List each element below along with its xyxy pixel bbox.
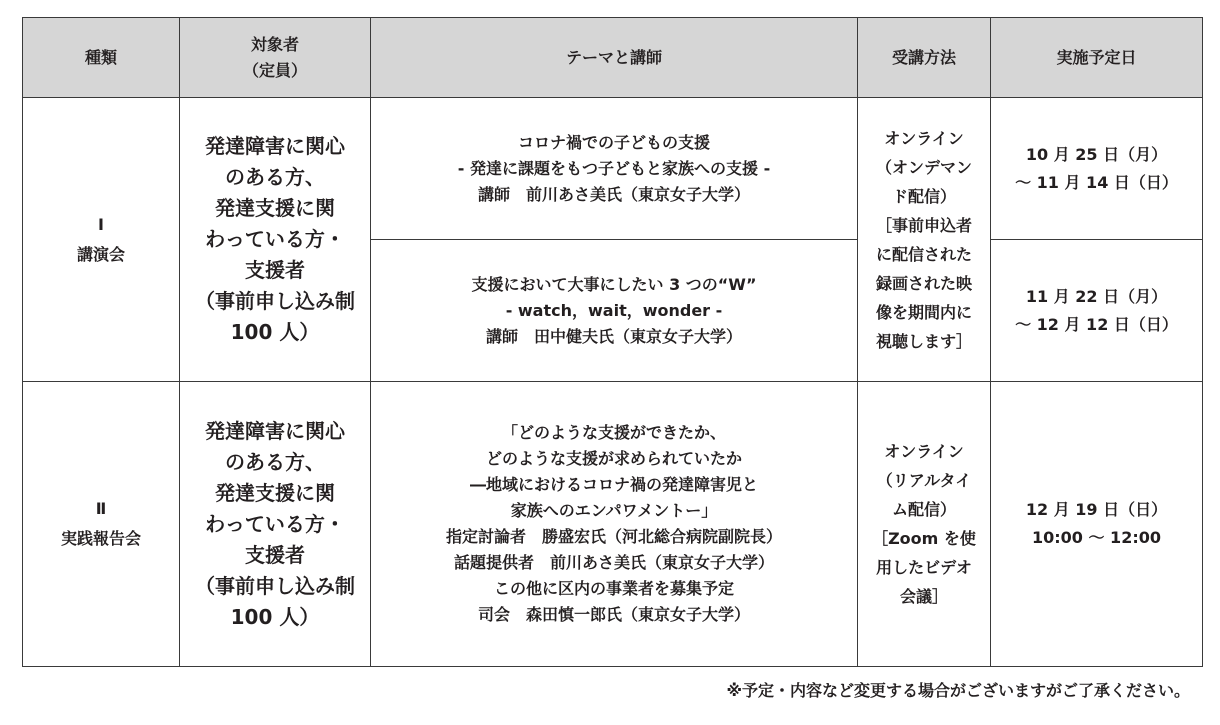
section1-method: オンライン （オンデマン ド配信） ［事前申込者 に配信された 録画された映 像を期間内に 視聴します］ (858, 98, 991, 382)
section1-numeral: Ⅰ (98, 214, 104, 234)
header-date: 実施予定日 (991, 18, 1203, 98)
header-target: 対象者 （定員） (180, 18, 371, 98)
talk2-theme: 支援において大事にしたい 3 つの“W” - watch，wait，wonder - 講師 田中健夫氏（東京女子大学） (371, 240, 858, 382)
section2-theme: 「どのような支援ができたか、 どのような支援が求められていたか ―地域におけるコロナ禍の発達障害児と 家族へのエンパワメントー」 指定討論者 勝盛宏氏（河北総合病院副院長） 話題提供者 前川あさ美氏（東京女子大学） この他に区内の事業者を募集予定 司会 森田慎一郎氏（東京女子大学） (371, 382, 858, 667)
section1-type-label: 講演会 (76, 244, 125, 264)
lecture-row-1 (23, 98, 1203, 240)
section2-method: オンライン （リアルタイ ム配信） ［Zoom を使 用したビデオ 会議］ (858, 382, 991, 667)
footnote: ※予定・内容など変更する場合がございますがご了承ください。 (726, 681, 1190, 700)
section2-type (23, 382, 180, 667)
header-row (23, 18, 1203, 98)
section2-target: 発達障害に関心 のある方、 発達支援に関 わっている方・ 支援者 （事前申し込み制 100 人） (180, 382, 371, 667)
header-method: 受講方法 (858, 18, 991, 98)
schedule-table (22, 17, 1203, 667)
header-type: 種類 (23, 18, 180, 98)
section2-numeral: Ⅱ (95, 499, 107, 518)
section2-date: 12 月 19 日（日） 10:00 ～ 12:00 (991, 382, 1203, 667)
section2-type-label: 実践報告会 (60, 529, 141, 548)
header-theme: テーマと講師 (371, 18, 858, 98)
section1-target: 発達障害に関心 のある方、 発達支援に関 わっている方・ 支援者 （事前申し込み制 100 人） (180, 98, 371, 382)
report-row (23, 382, 1203, 667)
section1-type (23, 98, 180, 382)
talk2-date: 11 月 22 日（月） ～ 12 月 12 日（日） (991, 240, 1203, 382)
talk1-date: 10 月 25 日（月） ～ 11 月 14 日（日） (991, 98, 1203, 240)
talk1-theme: コロナ禍での子どもの支援 - 発達に課題をもつ子どもと家族への支援 - 講師 前川あさ美氏（東京女子大学） (371, 98, 858, 240)
